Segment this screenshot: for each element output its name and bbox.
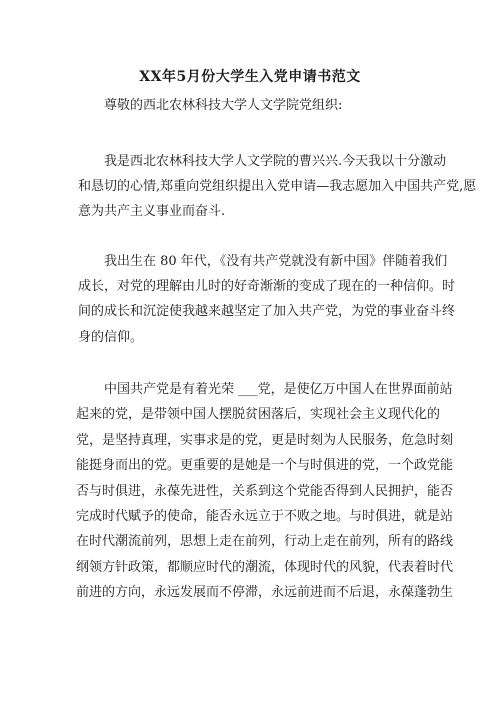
paragraph-1-line-1: 我是西北农林科技大学人文学院的曹兴兴.今天我以十分激动 [104, 154, 447, 169]
paragraph-2-line-2: 成长，对党的理解由儿时的好奇渐渐的变成了现在的一种信仰。时 [78, 279, 456, 294]
salutation: 尊敬的西北农林科技大学人文学院党组织: [104, 98, 343, 113]
paragraph-2-line-1: 我出生在 80 年代，《没有共产党就没有新中国》伴随着我们 [104, 254, 448, 269]
paragraph-2-line-3: 间的成长和沉淀使我越来越坚定了加入共产党，为党的事业奋斗终 [78, 304, 456, 319]
paragraph-3-line-6: 完成时代赋予的使命，能否永远立于不败之地。与时俱进，就是站 [76, 509, 454, 524]
paragraph-1-line-2: 和恳切的心情,郑重向党组织提出入党申请—我志愿加入中国共产党,愿 [78, 179, 477, 194]
paragraph-3-line-5: 否与时俱进，永葆先进性，关系到这个党能否得到人民拥护，能否 [76, 484, 454, 499]
paragraph-3-line-2: 起来的党，是带领中国人摆脱贫困落后，实现社会主义现代化的 [76, 407, 441, 422]
paragraph-1-line-3: 意为共产主义事业而奋斗. [78, 204, 226, 219]
paragraph-3-line-3: 党，是坚持真理，实事求是的党，更是时刻为人民服务，危急时刻 [76, 433, 454, 448]
paragraph-2-line-4: 身的信仰。 [78, 330, 144, 345]
paragraph-3-line-4: 能挺身而出的党。更重要的是她是一个与时俱进的党，一个政党能 [76, 458, 454, 473]
paragraph-3-line-7: 在时代潮流前列，思想上走在前列，行动上走在前列，所有的路线 [76, 534, 454, 549]
document-title: XX年5月份大学生入党申请书范文 [139, 69, 361, 85]
paragraph-3-line-9: 前进的方向，永远发展而不停滞，永远前进而不后退，永葆蓬勃生 [76, 585, 454, 600]
paragraph-3-line-1: 中国共产党是有着光荣 ___党，是使亿万中国人在世界面前站 [104, 382, 453, 397]
paragraph-3-line-8: 纲领方针政策，都顺应时代的潮流，体现时代的风貌，代表着时代 [76, 560, 454, 575]
